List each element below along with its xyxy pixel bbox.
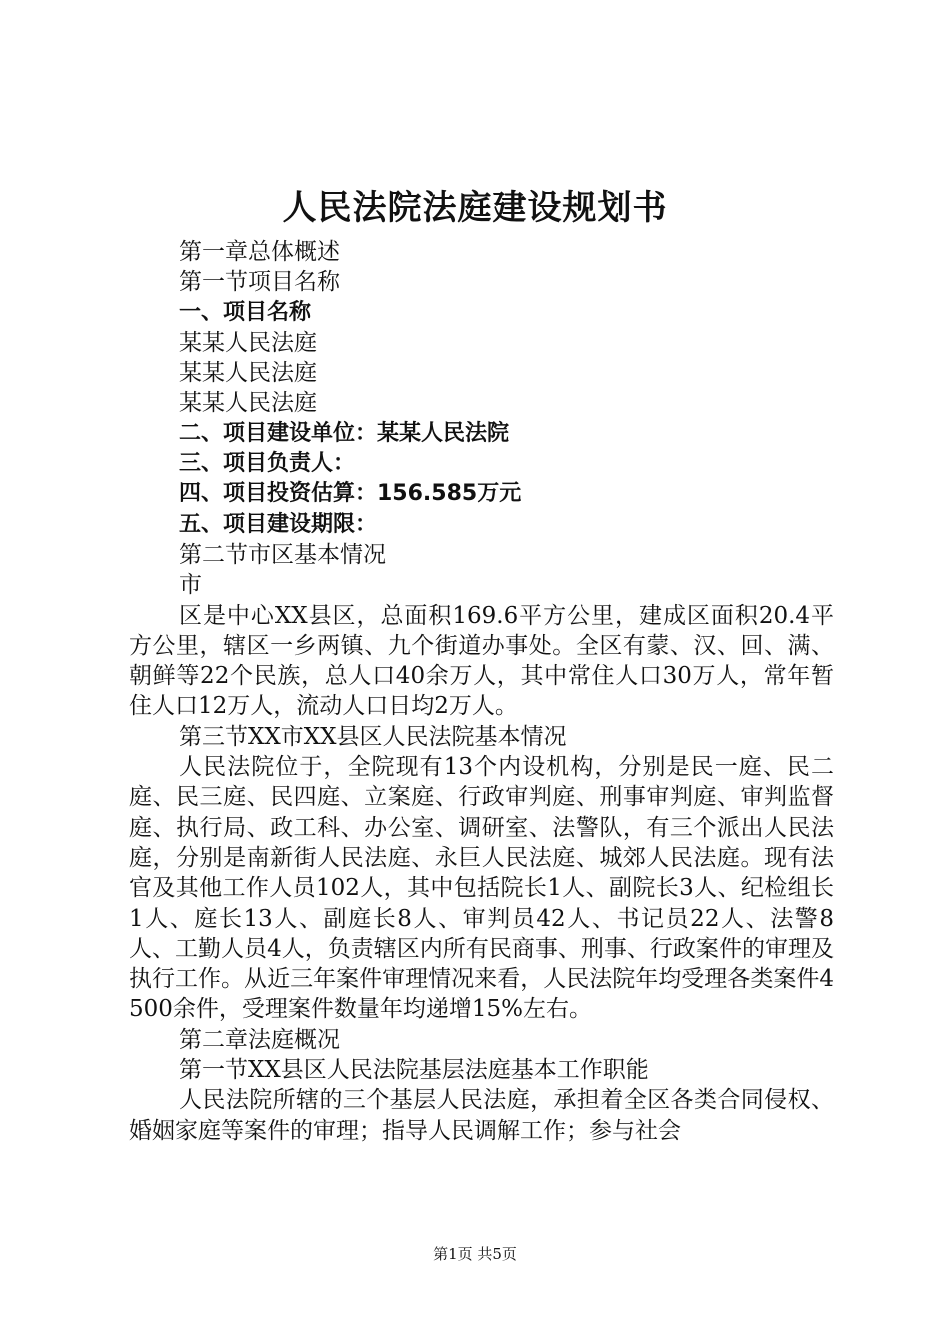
tribunal-paragraph: 人民法院所辖的三个基层人民法庭，承担着全区各类合同侵权、婚姻家庭等案件的审理；指导人民调解工作；参与社会 bbox=[129, 1087, 834, 1144]
item-heading: 一、项目名称 bbox=[179, 299, 312, 325]
chapter-heading: 第一章总体概述 bbox=[179, 239, 340, 265]
text-line: 市 bbox=[179, 572, 202, 599]
chapter-heading: 第二章法庭概况 bbox=[179, 1026, 340, 1053]
page-number: 第1页 共5页 bbox=[433, 1245, 517, 1263]
section-heading: 第一节项目名称 bbox=[179, 269, 340, 296]
project-name-line: 某某人民法庭 bbox=[179, 329, 317, 356]
item-heading: 三、项目负责人： bbox=[179, 451, 356, 477]
section-heading: 第三节XX市XX县区人民法院基本情况 bbox=[179, 723, 567, 750]
project-name-line: 某某人民法庭 bbox=[179, 360, 317, 387]
item-heading: 五、项目建设期限： bbox=[179, 511, 378, 537]
section-heading: 第二节市区基本情况 bbox=[179, 541, 386, 568]
document-title: 人民法院法庭建设规划书 bbox=[282, 188, 668, 228]
item-heading: 二、项目建设单位：某某人民法院 bbox=[179, 420, 510, 446]
document-body bbox=[129, 237, 834, 1146]
section-heading: 第一节XX县区人民法院基层法庭基本工作职能 bbox=[179, 1057, 649, 1084]
court-paragraph: 人民法院位于，全院现有13个内设机构，分别是民一庭、民二庭、民三庭、民四庭、立案庭、行政审判庭、刑事审判庭、审判监督庭、执行局、政工科、办公室、调研室、法警队，有三个派出人民法庭，分别是南新街人民法庭、永巨人民法庭、城郊人民法庭。现有法官及其他工作人员102人，其中包括院长1人、副院长3人、纪检组长1人、庭长13人、副庭长8人、审判员42人、书记员22人、法警8人、工勤人员4人，负责辖区内所有民商事、刑事、行政案件的审理及执行工作。从近三年案件审理情况来看，人民法院年均受理各类案件4500余件，受理案件数量年均递增15%左右。 bbox=[129, 754, 834, 1023]
district-paragraph: 区是中心XX县区，总面积169.6平方公里，建成区面积20.4平方公里，辖区一乡两镇、九个街道办事处。全区有蒙、汉、回、满、朝鲜等22个民族，总人口40余万人，其中常住人口30万人，常年暂住人口12万人，流动人口日均2万人。 bbox=[129, 602, 834, 720]
item-heading: 四、项目投资估算：156.585万元 bbox=[179, 481, 522, 507]
project-name-line: 某某人民法庭 bbox=[179, 390, 317, 417]
